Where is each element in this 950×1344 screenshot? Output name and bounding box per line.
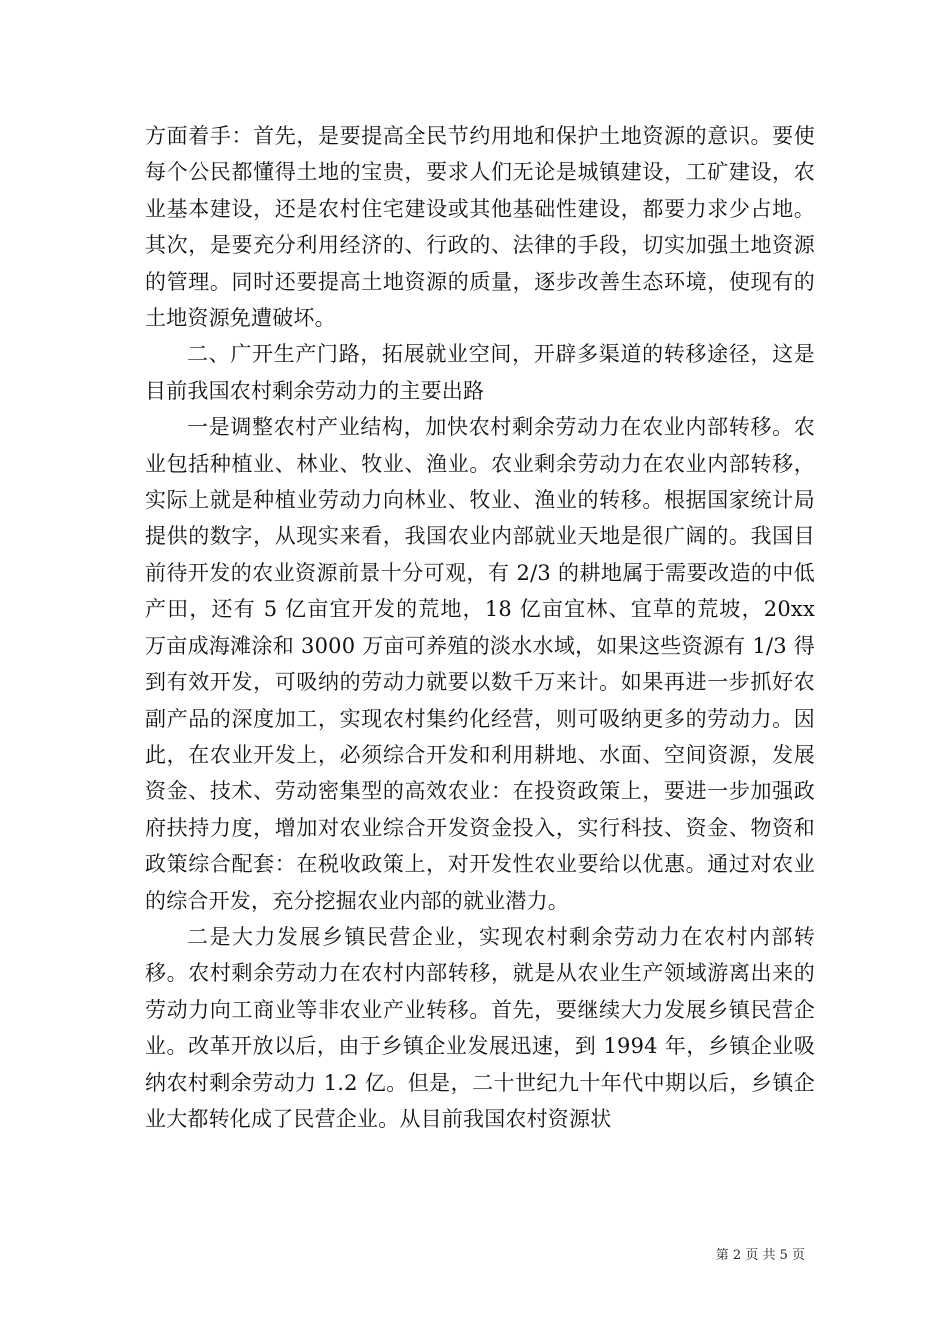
paragraph-3: 二是大力发展乡镇民营企业，实现农村剩余劳动力在农村内部转移。农村剩余劳动力在农村内部转移，就是从农业生产领域游离出来的劳动力向工商业等非农业产业转移。首先，要继续大力发展乡镇民营企业。改革开放以后，由于乡镇企业发展迅速，到 1994 年，乡镇企业吸纳农村剩余劳动力 1.2 亿。但是，二十世纪九十年代中期以后，乡镇企业大都转化成了民营企业。从目前我国农村资源状 <box>145 924 815 1131</box>
paragraph-2: 一是调整农村产业结构，加快农村剩余劳动力在农业内部转移。农业包括种植业、林业、牧业、渔业。农业剩余劳动力在农业内部转移，实际上就是种植业劳动力向林业、牧业、渔业的转移。根据国家统计局提供的数字，从现实来看，我国农业内部就业天地是很广阔的。我国目前待开发的农业资源前景十分可观，有 2/3 的耕地属于需要改造的中低产田，还有 5 亿亩宜开发的荒地，18 亿亩宜林、宜草的荒坡，20xx 万亩成海滩涂和 3000 万亩可养殖的淡水水域，如果这些资源有 1/3 得到有效开发，可吸纳的劳动力就要以数千万来计。如果再进一步抓好农副产品的深度加工，实现农村集约化经营，则可吸纳更多的劳动力。因此，在农业开发上，必须综合开发和利用耕地、水面、空间资源，发展资金、技术、劳动密集型的高效农业：在投资政策上，要进一步加强政府扶持力度，增加对农业综合开发资金投入，实行科技、资金、物资和政策综合配套：在税收政策上，对开发性农业要给以优惠。通过对农业的综合开发，充分挖掘农业内部的就业潜力。 <box>145 415 815 913</box>
paragraph-1: 方面着手：首先，是要提高全民节约用地和保护土地资源的意识。要使每个公民都懂得土地的宝贵，要求人们无论是城镇建设，工矿建设，农业基本建设，还是农村住宅建设或其他基础性建设，都要力求少占地。其次，是要充分利用经济的、行政的、法律的手段，切实加强土地资源的管理。同时还要提高土地资源的质量，逐步改善生态环境，使现有的土地资源免遭破坏。 <box>145 124 815 331</box>
page-number: 第 2 页 共 5 页 <box>715 1248 805 1263</box>
document-body <box>145 118 815 1137</box>
section-heading: 二、广开生产门路，拓展就业空间，开辟多渠道的转移途径，这是目前我国农村剩余劳动力的主要出路 <box>145 342 815 403</box>
